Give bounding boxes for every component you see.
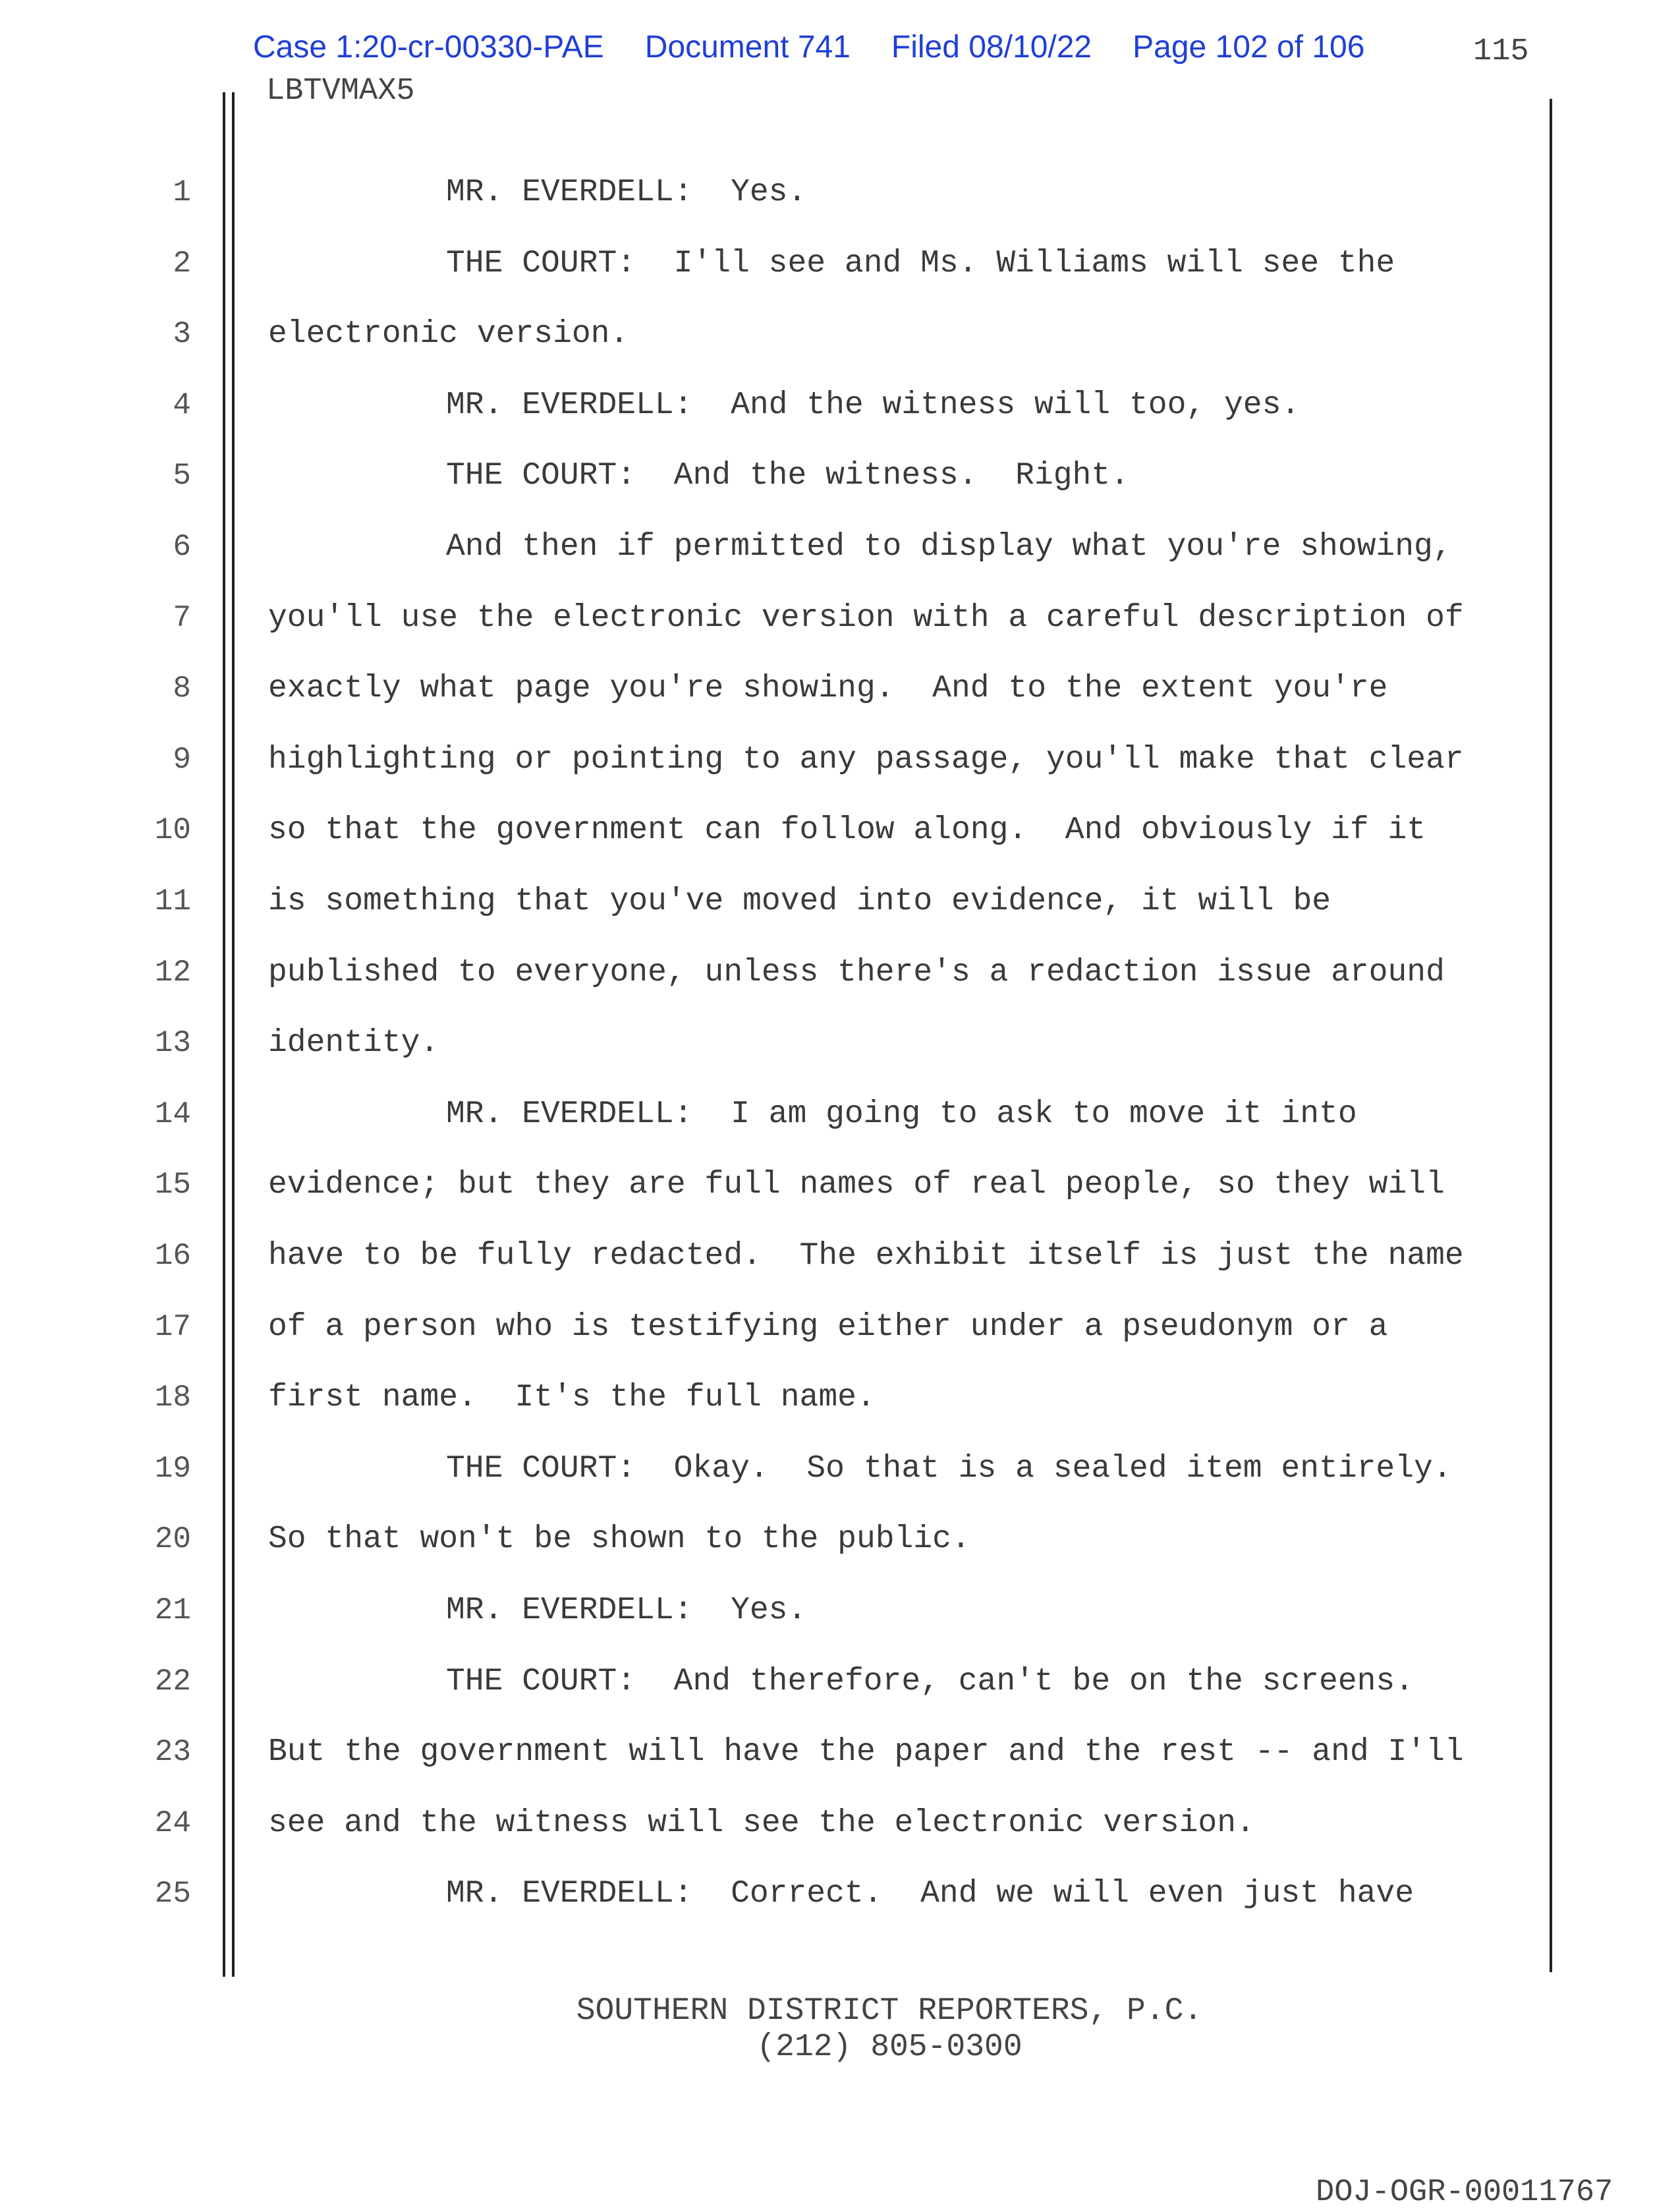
line-text: But the government will have the paper and the rest -- and I'll	[268, 1734, 1464, 1770]
transcript-line	[0, 314, 1680, 354]
transcript-line	[0, 244, 1680, 283]
transcript-line	[0, 1307, 1680, 1347]
transcript-line	[0, 1591, 1680, 1630]
transcript-line	[0, 1519, 1680, 1559]
line-text: highlighting or pointing to any passage, you'll make that clear	[268, 742, 1464, 778]
line-text: first name. It's the full name.	[268, 1380, 876, 1415]
line-number: 12	[154, 955, 191, 990]
line-number: 13	[154, 1026, 191, 1060]
line-text: have to be fully redacted. The exhibit itself is just the name	[268, 1238, 1464, 1274]
line-text: so that the government can follow along. And obviously if it	[268, 812, 1426, 848]
document-number: Document 741	[644, 30, 851, 65]
line-number: 23	[154, 1735, 191, 1769]
line-text: MR. EVERDELL: Yes.	[446, 175, 807, 210]
line-number: 18	[154, 1380, 191, 1415]
case-header	[253, 29, 1364, 65]
transcript-line	[0, 1023, 1680, 1063]
line-number: 20	[154, 1522, 191, 1556]
line-number: 21	[154, 1593, 191, 1628]
line-text: electronic version.	[268, 316, 629, 352]
filed-date: Filed 08/10/22	[891, 30, 1092, 65]
line-text: evidence; but they are full names of real people, so they will	[268, 1167, 1445, 1203]
line-text: MR. EVERDELL: Correct. And we will even just have	[446, 1876, 1414, 1912]
line-number: 8	[173, 671, 191, 706]
transcript-line	[0, 1378, 1680, 1417]
line-number: 14	[154, 1097, 191, 1131]
line-number: 1	[173, 175, 191, 210]
transcript-line	[0, 1094, 1680, 1134]
line-text: THE COURT: And the witness. Right.	[446, 458, 1129, 494]
transcript-line	[0, 1165, 1680, 1205]
footer	[0, 1993, 1680, 2066]
line-number: 19	[154, 1452, 191, 1486]
transcript-line	[0, 1662, 1680, 1701]
line-text: MR. EVERDELL: And the witness will too, yes.	[446, 387, 1301, 423]
line-number: 24	[154, 1806, 191, 1840]
line-number: 10	[154, 813, 191, 847]
transcript-line	[0, 1449, 1680, 1489]
line-number: 3	[173, 317, 191, 351]
case-number: Case 1:20-cr-00330-PAE	[253, 30, 604, 65]
line-number: 6	[173, 530, 191, 564]
line-text: And then if permitted to display what you're showing,	[446, 529, 1452, 565]
line-text: identity.	[268, 1025, 439, 1061]
line-text: So that won't be shown to the public.	[268, 1521, 970, 1557]
line-text: MR. EVERDELL: Yes.	[446, 1593, 807, 1628]
transcript-line	[0, 1732, 1680, 1772]
page-of-total: Page 102 of 106	[1133, 30, 1365, 65]
line-number: 7	[173, 601, 191, 635]
line-text: THE COURT: And therefore, can't be on the screens.	[446, 1664, 1414, 1699]
line-number: 2	[173, 246, 191, 281]
transcript-line	[0, 1803, 1680, 1843]
transcript-line	[0, 598, 1680, 638]
transcript-doc-id: LBTVMAX5	[266, 74, 415, 109]
bates-number: DOJ-OGR-00011767	[1316, 2175, 1613, 2210]
line-text: you'll use the electronic version with a careful description of	[268, 600, 1464, 636]
line-number: 22	[154, 1664, 191, 1699]
line-number: 5	[173, 459, 191, 493]
line-number: 4	[173, 388, 191, 422]
transcript-line	[0, 527, 1680, 567]
line-number: 25	[154, 1877, 191, 1911]
transcript-line	[0, 740, 1680, 780]
line-text: MR. EVERDELL: I am going to ask to move it into	[446, 1096, 1357, 1132]
line-text: THE COURT: Okay. So that is a sealed item entirely.	[446, 1451, 1452, 1487]
transcript-line	[0, 1236, 1680, 1276]
transcript-line	[0, 1874, 1680, 1914]
reporter-phone: (212) 805-0300	[756, 2029, 1022, 2065]
line-text: THE COURT: I'll see and Ms. Williams will see the	[446, 246, 1395, 281]
transcript-line	[0, 953, 1680, 992]
line-text: exactly what page you're showing. And to the extent you're	[268, 671, 1388, 706]
line-number: 11	[154, 884, 191, 919]
transcript-page-number: 115	[1473, 34, 1529, 69]
transcript-line	[0, 173, 1680, 212]
line-text: see and the witness will see the electronic version.	[268, 1805, 1255, 1841]
line-text: of a person who is testifying either under a pseudonym or a	[268, 1309, 1388, 1345]
transcript-line	[0, 456, 1680, 496]
line-number: 16	[154, 1239, 191, 1273]
line-text: is something that you've moved into evidence, it will be	[268, 884, 1331, 919]
reporter-name: SOUTHERN DISTRICT REPORTERS, P.C.	[576, 1993, 1203, 2029]
line-number: 9	[173, 743, 191, 777]
line-number: 17	[154, 1310, 191, 1344]
line-text: published to everyone, unless there's a redaction issue around	[268, 955, 1445, 990]
transcript-line	[0, 385, 1680, 425]
transcript-line	[0, 882, 1680, 921]
line-number: 15	[154, 1168, 191, 1202]
transcript-line	[0, 810, 1680, 850]
transcript-line	[0, 669, 1680, 708]
